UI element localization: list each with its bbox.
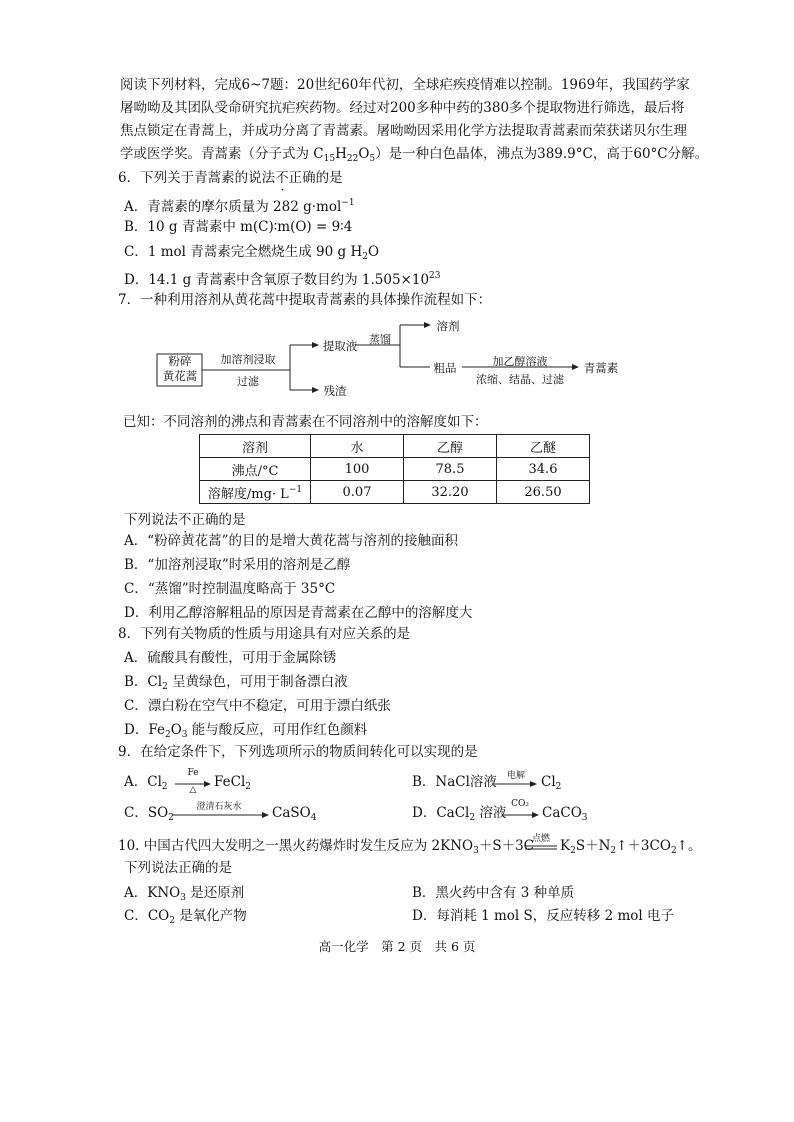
question-8-stem: 8．下列有关物质的性质与用途具有对应关系的是: [118, 626, 411, 642]
q8-option-b: B．$Cl_2$ 呈黄绿色，可用于制备漂白液: [124, 674, 348, 692]
flow-product: 青蒿素: [583, 361, 619, 375]
q7-option-a: A．“粉碎黄花蒿”的目的是增大黄花蒿与溶剂的接触面积: [124, 533, 459, 549]
q6-option-c: C．1 mol 青蒿素完全燃烧生成 90 g $H_2O$: [124, 244, 380, 262]
question-10-stem-right: $K_2S+N_2↑+3CO_2↑$。: [560, 838, 702, 856]
q9-option-a-right: FeCl$_2$: [214, 774, 251, 792]
table-cell: 乙醚: [497, 435, 590, 458]
q9-b-condition: 电解: [506, 771, 525, 781]
q8-option-a: A．硫酸具有酸性，可用于金属除锈: [124, 650, 337, 666]
flow-step1-sub-label: 过滤: [237, 375, 259, 388]
passage-line-4: 学或医学奖。青蒿素（分子式为 $C_{15}H_{22}O_5$）是一种白色晶体，沸点为389.9°C，高于60°C分解。: [120, 146, 709, 164]
q10-sub-stem: 下列说法正确的是: [124, 860, 232, 876]
q9-a-condition: Fe: [187, 768, 199, 778]
table-cell: 32.20: [404, 481, 497, 504]
q9-c-condition: 澄清石灰水: [196, 802, 242, 812]
question-9-stem: 9．在给定条件下，下列选项所示的物质间转化可以实现的是: [118, 744, 478, 760]
q9-option-b-right: $Cl_2$: [541, 774, 562, 792]
table-cell: 100: [311, 458, 404, 481]
flow-start-text: 粉碎 黄花蒿: [162, 354, 198, 383]
q8-option-c: C．漂白粉在空气中不稳定，可用于漂白纸张: [124, 698, 391, 714]
table-cell: 34.6: [497, 458, 590, 481]
flow-solvent: 溶剂: [436, 319, 460, 333]
q7-known: 已知：不同溶剂的沸点和青蒿素在不同溶剂中的溶解度如下：: [123, 414, 488, 430]
q6-option-d: D．14.1 g 青蒿素中含氧原子数目约为 $1.505\times 10^{23}$: [124, 271, 441, 288]
flow-extract: 提取液: [322, 339, 358, 353]
q9-d-condition: CO₂: [511, 799, 529, 809]
q10-option-c: C．$CO_2$ 是氧化产物: [124, 908, 247, 926]
q9-option-d-left: D．CaCl$_2$ 溶液: [412, 805, 507, 823]
q7-sub-stem: 下列说法不正确的是: [124, 512, 246, 528]
question-10-stem-left: 10. 中国古代四大发明之一黑火药爆炸时发生反应为 $2KNO_3+S+3C$: [118, 838, 535, 856]
q9-option-c-left: C．$SO_2$: [124, 805, 174, 823]
table-cell: 0.07: [311, 481, 404, 504]
q6-option-b: B．10 g 青蒿素中 m(C)∶m(O) = 9∶4: [124, 219, 353, 235]
table-cell: 溶剂: [200, 435, 311, 458]
q9-option-b-left: B．NaCl溶液: [412, 774, 497, 790]
table-cell: 78.5: [404, 458, 497, 481]
q9-option-d-right: CaCO$_3$: [542, 805, 588, 823]
q10-option-b: B．黑火药中含有 3 种单质: [412, 885, 575, 901]
q7-option-d: D．利用乙醇溶解粗品的原因是青蒿素在乙醇中的溶解度大: [124, 605, 473, 621]
table-cell: 26.50: [497, 481, 590, 504]
flow-residue: 残渣: [323, 384, 347, 398]
q8-option-d: D．$Fe_2O_3$ 能与酸反应，可用作红色颜料: [124, 722, 368, 740]
flow-step3-label: 加乙醇溶液: [492, 355, 548, 368]
flow-step3-sub-label: 浓缩、结晶、过滤: [476, 373, 564, 386]
q7-option-c: C．“蒸馏”时控制温度略高于 35°C: [124, 581, 336, 597]
q9-option-a-left: A．$Cl_2$: [124, 774, 168, 792]
passage-line-3: 焦点锁定在青蒿上，并成功分离了青蒿素。屠呦呦因采用化学方法提取青蒿素而荣获诺贝尔生理: [120, 123, 687, 139]
question-6-stem: 6．下列关于青蒿素的说法不正确的是: [118, 170, 343, 186]
q9-a-heat: △: [189, 785, 197, 795]
flow-step1-label: 加溶剂浸取: [220, 353, 276, 366]
q7-option-b: B．“加溶剂浸取”时采用的溶剂是乙醇: [124, 557, 351, 573]
page-footer: 高一化学 第 2 页 共 6 页: [318, 939, 476, 954]
flow-step2-label: 蒸馏: [369, 333, 391, 346]
question-7-stem: 7．一种利用溶剂从黄花蒿中提取青蒿素的具体操作流程如下：: [118, 292, 492, 308]
flow-crude: 粗品: [433, 361, 457, 375]
table-cell: 沸点/°C: [200, 458, 311, 481]
table-cell: 乙醇: [404, 435, 497, 458]
passage-line-2: 屠呦呦及其团队受命研究抗疟疾药物。经过对200多种中药的380多个提取物进行筛选，最后将: [120, 100, 685, 116]
q10-option-a: A．$KNO_3$ 是还原剂: [124, 885, 245, 903]
q6-option-a: A．青蒿素的摩尔质量为 282 g·mol$^{-1}$: [124, 198, 355, 215]
q10-ignite-condition: 点燃: [531, 834, 550, 844]
table-cell: 溶解度$/mg\cdot L^{-1}$: [200, 481, 311, 504]
passage-line-1: 阅读下列材料，完成6~7题：20世纪60年代初，全球疟疾疫情难以控制。1969年，我国药学家: [120, 77, 690, 93]
q9-option-c-right: CaSO$_4$: [272, 805, 317, 823]
table-cell: 水: [311, 435, 404, 458]
q10-option-d: D．每消耗 1 mol S，反应转移 2 mol 电子: [412, 908, 674, 924]
